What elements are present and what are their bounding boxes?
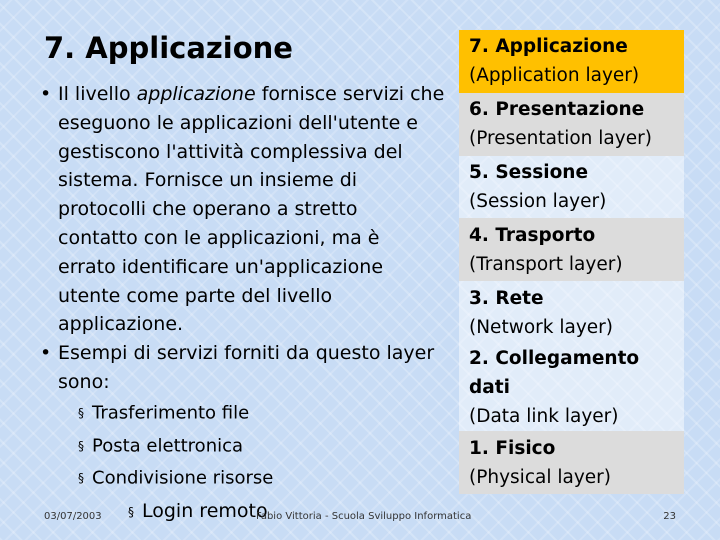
sub-bullet — [78, 430, 450, 463]
sub-bullet-marker: § — [78, 471, 84, 486]
layer-application — [459, 30, 684, 93]
slide-title: 7. Applicazione — [44, 31, 293, 65]
bullet-marker: • — [40, 342, 52, 365]
bullet-1-text — [58, 80, 444, 109]
layer-name: 3. Rete — [469, 287, 544, 309]
bullet-1-line: eseguono le applicazioni dell'utente e — [58, 111, 418, 134]
layer-network — [459, 281, 684, 344]
bullet-2-continuation — [40, 368, 450, 397]
layer-english-name: (Session layer) — [469, 191, 607, 213]
bullet-1-line: sistema. Fornisce un insieme di — [58, 169, 358, 192]
page-number: 23 — [663, 511, 676, 522]
layer-physical — [459, 431, 684, 494]
layer-name: 7. Applicazione — [469, 36, 628, 58]
bullet-1-run-italic: applicazione — [136, 83, 256, 105]
bullet-1-run-3: fornisce servizi che — [255, 83, 445, 105]
sub-bullet-text: Trasferimento file — [92, 402, 250, 424]
bullet-2-line: sono: — [58, 370, 110, 393]
bullet-1-line: contatto con le applicazioni, ma è — [58, 226, 380, 249]
sub-bullet-text: Login remoto — [142, 500, 268, 522]
layer-transport — [459, 218, 684, 281]
footer-date: 03/07/2003 — [44, 511, 102, 522]
layer-data-link — [459, 344, 684, 431]
bullet-1-line: gestiscono l'attività complessiva del — [58, 140, 403, 163]
footer-author: Fabio Vittoria - Scuola Sviluppo Informatica — [256, 511, 472, 522]
bullet-1-continuation — [40, 109, 450, 339]
layer-presentation — [459, 93, 684, 156]
osi-layer-stack — [459, 30, 684, 494]
sub-bullet-text: Posta elettronica — [92, 434, 244, 456]
layer-name: 5. Sessione — [469, 162, 589, 184]
layer-english-name: (Network layer) — [469, 316, 613, 338]
sub-bullet — [78, 462, 450, 495]
layer-name: 2. Collegamento dati — [469, 348, 640, 399]
layer-name: 1. Fisico — [469, 437, 556, 459]
sub-bullet-marker: § — [128, 504, 134, 519]
layer-session — [459, 156, 684, 219]
bullet-1-line: utente come parte del livello — [58, 284, 333, 307]
sub-bullet-list — [40, 397, 450, 495]
layer-english-name: (Physical layer) — [469, 466, 611, 488]
sub-bullet-text: Condivisione risorse — [92, 467, 274, 489]
layer-english-name: (Presentation layer) — [469, 128, 652, 150]
layer-english-name: (Transport layer) — [469, 253, 623, 275]
slide-body — [40, 80, 450, 495]
bullet-2-text: Esempi di servizi forniti da questo layer — [58, 342, 435, 365]
layer-english-name: (Data link layer) — [469, 406, 619, 428]
layer-name: 4. Trasporto — [469, 224, 596, 246]
bullet-1-run-1: Il livello — [58, 83, 137, 105]
bullet-marker: • — [40, 83, 52, 105]
bullet-2-first-line — [40, 339, 450, 368]
sub-bullet-marker: § — [78, 405, 84, 420]
sub-bullet-last — [128, 500, 268, 522]
sub-bullet-marker: § — [78, 438, 84, 453]
layer-english-name: (Application layer) — [469, 65, 640, 87]
bullet-1-line: errato identificare un'applicazione — [58, 255, 384, 278]
bullet-1-first-line — [40, 80, 450, 109]
sub-bullet — [78, 397, 450, 430]
bullet-1-line: applicazione. — [58, 313, 184, 336]
bullet-1-line: protocolli che operano a stretto — [58, 198, 358, 221]
layer-name: 6. Presentazione — [469, 99, 645, 121]
